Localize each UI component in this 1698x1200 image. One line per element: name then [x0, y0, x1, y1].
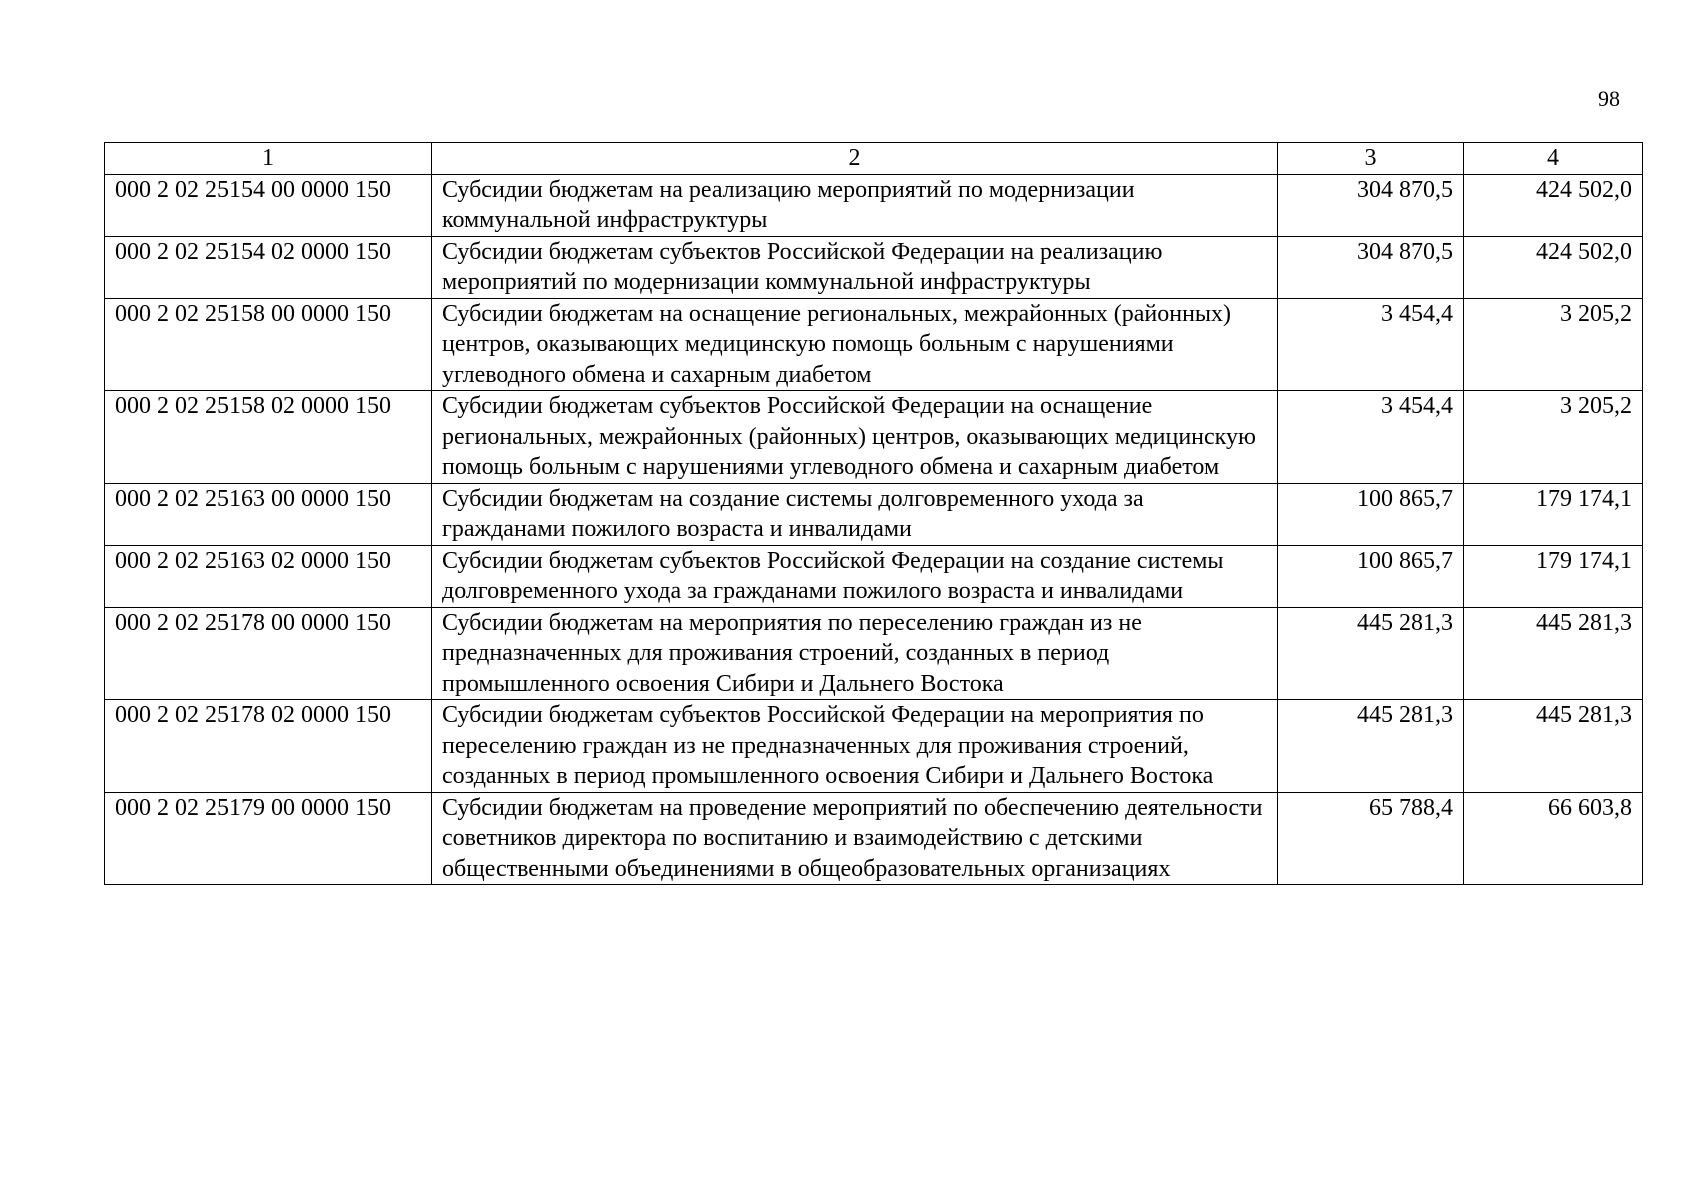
row-value-col4: 445 281,3	[1464, 607, 1643, 700]
table-row	[105, 483, 1643, 545]
row-name: Субсидии бюджетам субъектов Российской Федерации на создание системы долговременного ухода за гражданами пожилого возраста и инвалидами	[432, 545, 1278, 607]
row-value-col4: 179 174,1	[1464, 545, 1643, 607]
row-name: Субсидии бюджетам субъектов Российской Федерации на реализацию мероприятий по модернизации коммунальной инфраструктуры	[432, 236, 1278, 298]
row-code: 000 2 02 25163 00 0000 150	[105, 483, 432, 545]
table-header-row	[105, 143, 1643, 175]
row-code: 000 2 02 25154 02 0000 150	[105, 236, 432, 298]
row-code: 000 2 02 25158 02 0000 150	[105, 391, 432, 484]
row-value-col3: 3 454,4	[1278, 391, 1464, 484]
page-number: 98	[1598, 86, 1620, 111]
row-code: 000 2 02 25178 02 0000 150	[105, 700, 432, 793]
row-value-col3: 304 870,5	[1278, 174, 1464, 236]
row-value-col4: 66 603,8	[1464, 792, 1643, 885]
row-value-col4: 445 281,3	[1464, 700, 1643, 793]
row-value-col3: 100 865,7	[1278, 483, 1464, 545]
table-row	[105, 607, 1643, 700]
row-name: Субсидии бюджетам на мероприятия по переселению граждан из не предназначенных для проживания строений, созданных в период промышленного освоения Сибири и Дальнего Востока	[432, 607, 1278, 700]
table-row	[105, 700, 1643, 793]
row-value-col4: 3 205,2	[1464, 391, 1643, 484]
table-row	[105, 174, 1643, 236]
row-value-col3: 3 454,4	[1278, 298, 1464, 391]
row-value-col4: 3 205,2	[1464, 298, 1643, 391]
row-value-col3: 100 865,7	[1278, 545, 1464, 607]
header-col-2: 2	[432, 143, 1278, 175]
table-row	[105, 298, 1643, 391]
row-name: Субсидии бюджетам субъектов Российской Федерации на мероприятия по переселению граждан из не предназначенных для проживания строений, созданных в период промышленного освоения Сибири и Дальнего Востока	[432, 700, 1278, 793]
row-value-col4: 424 502,0	[1464, 236, 1643, 298]
row-code: 000 2 02 25163 02 0000 150	[105, 545, 432, 607]
row-value-col3: 445 281,3	[1278, 607, 1464, 700]
budget-table	[104, 142, 1643, 885]
row-code: 000 2 02 25158 00 0000 150	[105, 298, 432, 391]
row-value-col3: 65 788,4	[1278, 792, 1464, 885]
row-name: Субсидии бюджетам на создание системы долговременного ухода за гражданами пожилого возраста и инвалидами	[432, 483, 1278, 545]
row-name: Субсидии бюджетам на оснащение региональных, межрайонных (районных) центров, оказывающих медицинскую помощь больным с нарушениями углеводного обмена и сахарным диабетом	[432, 298, 1278, 391]
table-row	[105, 545, 1643, 607]
header-col-3: 3	[1278, 143, 1464, 175]
row-value-col3: 445 281,3	[1278, 700, 1464, 793]
header-col-1: 1	[105, 143, 432, 175]
row-name: Субсидии бюджетам субъектов Российской Федерации на оснащение региональных, межрайонных (районных) центров, оказывающих медицинскую помощь больным с нарушениями углеводного обмена и сахарным диабетом	[432, 391, 1278, 484]
header-col-4: 4	[1464, 143, 1643, 175]
row-name: Субсидии бюджетам на проведение мероприятий по обеспечению деятельности советников директора по воспитанию и взаимодействию с детскими общественными объединениями в общеобразовательных организациях	[432, 792, 1278, 885]
table-row	[105, 792, 1643, 885]
table-row	[105, 236, 1643, 298]
row-value-col3: 304 870,5	[1278, 236, 1464, 298]
table-row	[105, 391, 1643, 484]
row-value-col4: 179 174,1	[1464, 483, 1643, 545]
row-value-col4: 424 502,0	[1464, 174, 1643, 236]
row-code: 000 2 02 25178 00 0000 150	[105, 607, 432, 700]
row-code: 000 2 02 25154 00 0000 150	[105, 174, 432, 236]
row-code: 000 2 02 25179 00 0000 150	[105, 792, 432, 885]
row-name: Субсидии бюджетам на реализацию мероприятий по модернизации коммунальной инфраструктуры	[432, 174, 1278, 236]
